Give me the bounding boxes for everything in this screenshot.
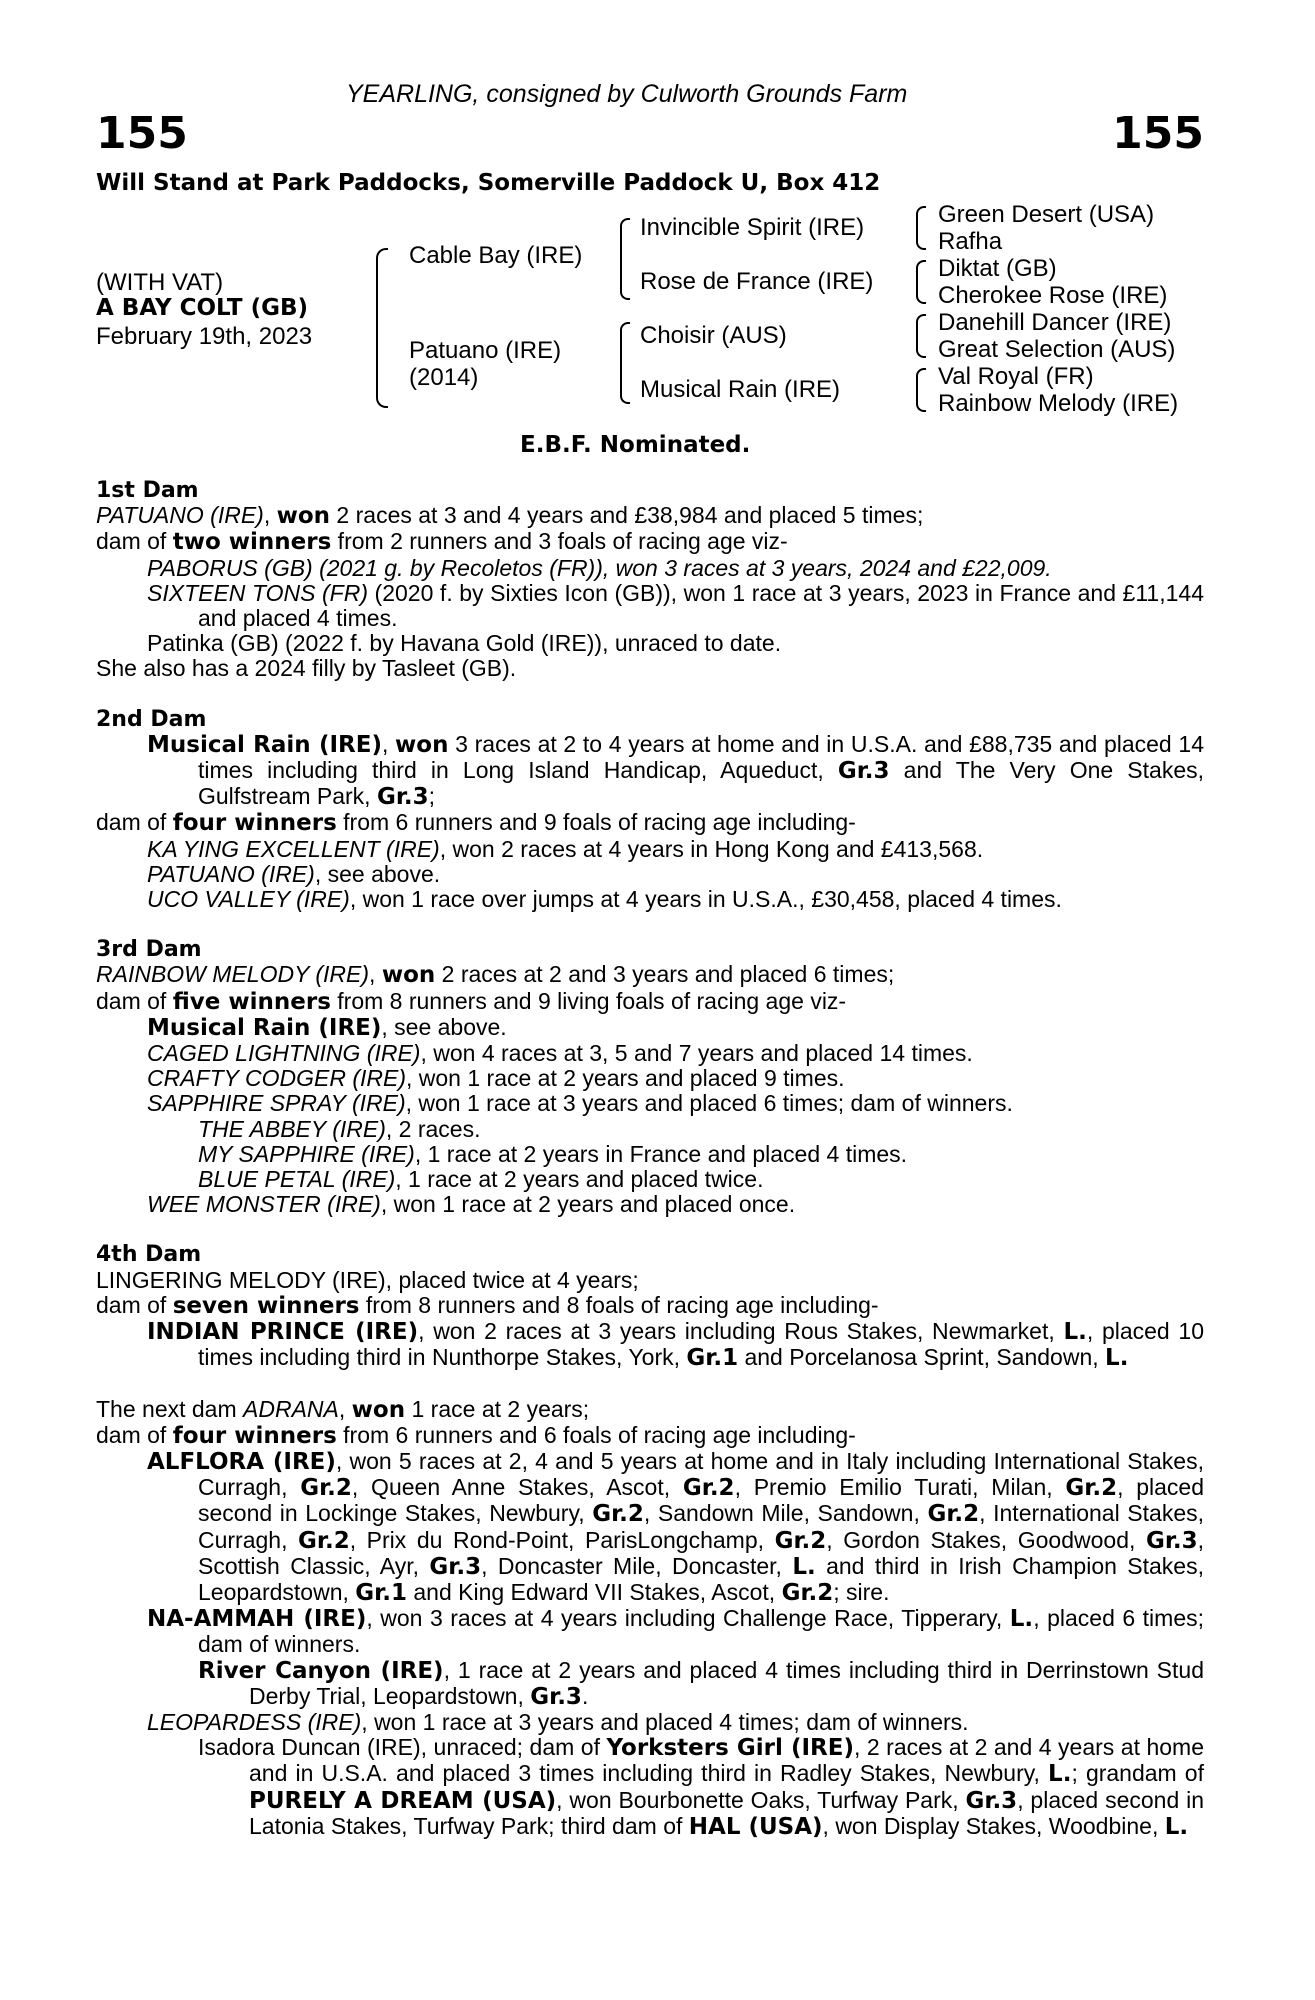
produce-entry-river-canyon: River Canyon (IRE), 1 race at 2 years and placed 4 times including third in Derrinstown Stud Derby Trial, Leopardstown, Gr.3. bbox=[198, 1656, 1204, 1710]
produce-entry: BLUE PETAL (IRE), 1 race at 2 years and placed twice. bbox=[198, 1166, 764, 1193]
pedigree-brace-sd bbox=[916, 260, 926, 304]
dam-produce-summary: dam of four winners from 6 runners and 6 foals of racing age including- bbox=[96, 1421, 856, 1449]
produce-entry-na-ammah: NA-AMMAH (IRE), won 3 races at 4 years including Challenge Race, Tipperary, L., placed 6 times; dam of winners. bbox=[147, 1605, 1205, 1658]
third-dam-section bbox=[96, 937, 1204, 1217]
produce-record bbox=[96, 478, 1204, 1840]
section-heading: 1st Dam bbox=[96, 478, 199, 503]
pedigree-brace-ds bbox=[916, 314, 926, 358]
pedigree-ds-dam: Great Selection (AUS) bbox=[938, 336, 1176, 363]
foaling-date: February 19th, 2023 bbox=[96, 323, 313, 350]
produce-entry: INDIAN PRINCE (IRE), won 2 races at 3 years including Rous Stakes, Newmarket, L., placed 10 times including third in Nunthorpe Stakes, York, Gr.1 and Porcelanosa Sprint, Sandown, L. bbox=[147, 1318, 1204, 1372]
dam-produce-summary: dam of two winners from 2 runners and 3 foals of racing age viz- bbox=[96, 528, 788, 556]
produce-entry: KA YING EXCELLENT (IRE), won 2 races at 4 years in Hong Kong and £413,568. bbox=[147, 835, 984, 862]
dam-produce-summary: dam of five winners from 8 runners and 9 living foals of racing age viz- bbox=[96, 987, 847, 1015]
pedigree-brace-dam bbox=[620, 322, 630, 404]
pedigree-brace-dd bbox=[916, 368, 926, 412]
pedigree-dd-sire: Val Royal (FR) bbox=[938, 363, 1094, 390]
pedigree-ss-dam: Rafha bbox=[938, 228, 1003, 255]
second-dam-section bbox=[96, 707, 1204, 913]
produce-entry: Patinka (GB) (2022 f. by Havana Gold (IRE)), unraced to date. bbox=[147, 630, 782, 657]
pedigree-dam-sire: Choisir (AUS) bbox=[640, 322, 787, 349]
produce-entry: SIXTEEN TONS (FR) (2020 f. by Sixties Icon (GB)), won 1 race at 3 years, 2023 in France and £11,144 and placed 4 times. bbox=[147, 579, 1204, 632]
section-heading: 2nd Dam bbox=[96, 706, 207, 732]
catalogue-page bbox=[96, 0, 1204, 2000]
dam-record: PATUANO (IRE), won 2 races at 3 and 4 years and £38,984 and placed 5 times; bbox=[96, 502, 924, 530]
produce-entry: MY SAPPHIRE (IRE), 1 race at 2 years in France and placed 4 times. bbox=[198, 1140, 908, 1167]
produce-entry: WEE MONSTER (IRE), won 1 race at 2 years and placed once. bbox=[147, 1191, 796, 1218]
fourth-dam-section bbox=[96, 1242, 1204, 1371]
produce-entry-isadora-duncan: Isadora Duncan (IRE), unraced; dam of Yorksters Girl (IRE), 2 races at 2 and 4 years at home and in U.S.A. and placed 3 times including third in Radley Stakes, Newbury, L.; grandam of PURELY A DREAM (USA), won Bourbonette Oaks, Turfway Park, Gr.3, placed second in Latonia Stakes, Turfway Park; third dam of HAL (USA), won Display Stakes, Woodbine, L. bbox=[198, 1734, 1204, 1840]
dam-record: The next dam ADRANA, won 1 race at 2 years; bbox=[96, 1395, 590, 1423]
pedigree-ds-sire: Danehill Dancer (IRE) bbox=[938, 309, 1172, 336]
dam-record: Musical Rain (IRE), won 3 races at 2 to 4 years at home and in U.S.A. and £88,735 and placed 14 times including third in Long Island Handicap, Aqueduct, Gr.3 and The Very One Stakes, Gulfstream Park, Gr.3; bbox=[147, 730, 1204, 811]
pedigree-ss-sire: Green Desert (USA) bbox=[938, 201, 1155, 228]
lot-number-left: 155 bbox=[96, 108, 188, 159]
pedigree-sire-dam: Rose de France (IRE) bbox=[640, 268, 874, 295]
produce-note: She also has a 2024 filly by Tasleet (GB). bbox=[96, 655, 517, 682]
section-heading: 3rd Dam bbox=[96, 937, 202, 963]
pedigree-dam: Patuano (IRE) bbox=[409, 337, 562, 364]
produce-entry: THE ABBEY (IRE), 2 races. bbox=[198, 1115, 481, 1142]
dam-record: RAINBOW MELODY (IRE), won 2 races at 2 and 3 years and placed 6 times; bbox=[96, 961, 895, 989]
pedigree-sd-dam: Cherokee Rose (IRE) bbox=[938, 282, 1168, 309]
consignor-line: YEARLING, consigned by Culworth Grounds Farm bbox=[346, 80, 908, 108]
next-dam-section bbox=[96, 1397, 1204, 1840]
produce-entry: UCO VALLEY (IRE), won 1 race over jumps at 4 years in U.S.A., £30,458, placed 4 times. bbox=[147, 886, 1062, 913]
stand-location: Will Stand at Park Paddocks, Somerville Paddock U, Box 412 bbox=[96, 170, 881, 196]
pedigree-sire-sire: Invincible Spirit (IRE) bbox=[640, 214, 865, 241]
produce-entry: SAPPHIRE SPRAY (IRE), won 1 race at 3 years and placed 6 times; dam of winners. bbox=[147, 1090, 1013, 1117]
ebf-nominated: E.B.F. Nominated. bbox=[520, 432, 751, 458]
section-heading: 4th Dam bbox=[96, 1242, 202, 1268]
pedigree-dam-year: (2014) bbox=[409, 364, 479, 391]
pedigree-sire: Cable Bay (IRE) bbox=[409, 242, 583, 269]
vat-note: (WITH VAT) bbox=[96, 269, 224, 296]
pedigree-brace-sire bbox=[620, 218, 630, 300]
produce-entry: PATUANO (IRE), see above. bbox=[147, 860, 441, 887]
dam-record: LINGERING MELODY (IRE), placed twice at 4 years; bbox=[96, 1266, 639, 1293]
produce-entry-alflora: ALFLORA (IRE), won 5 races at 2, 4 and 5 years at home and in Italy including International Stakes, Curragh, Gr.2, Queen Anne Stakes, Ascot, Gr.2, Premio Emilio Turati, Milan, Gr.2, placed second in Lockinge Stakes, Newbury, Gr.2, Sandown Mile, Sandown, Gr.2, International Stakes, Curragh, Gr.2, Prix du Rond-Point, ParisLongchamp, Gr.2, Gordon Stakes, Goodwood, Gr.3, Scottish Classic, Ayr, Gr.3, Doncaster Mile, Doncaster, L. and third in Irish Champion Stakes, Leopardstown, Gr.1 and King Edward VII Stakes, Ascot, Gr.2; sire. bbox=[147, 1447, 1205, 1606]
pedigree-brace-main bbox=[376, 248, 388, 408]
produce-entry: CAGED LIGHTNING (IRE), won 4 races at 3, 5 and 7 years and placed 14 times. bbox=[147, 1040, 973, 1067]
produce-entry: PABORUS (GB) (2021 g. by Recoletos (FR)), won 3 races at 3 years, 2024 and £22,009. bbox=[147, 554, 1052, 581]
pedigree-sd-sire: Diktat (GB) bbox=[938, 255, 1057, 282]
produce-entry-leopardess: LEOPARDESS (IRE), won 1 race at 3 years and placed 4 times; dam of winners. bbox=[147, 1708, 969, 1735]
horse-name: A BAY COLT (GB) bbox=[96, 295, 309, 321]
pedigree-dam-dam: Musical Rain (IRE) bbox=[640, 376, 841, 403]
dam-produce-summary: dam of four winners from 6 runners and 9 foals of racing age including- bbox=[96, 809, 856, 837]
first-dam-section bbox=[96, 478, 1204, 682]
produce-entry: CRAFTY CODGER (IRE), won 1 race at 2 years and placed 9 times. bbox=[147, 1065, 845, 1092]
pedigree-brace-ss bbox=[916, 206, 926, 250]
lot-number-right: 155 bbox=[1112, 108, 1204, 159]
produce-entry: Musical Rain (IRE), see above. bbox=[147, 1013, 507, 1041]
dam-produce-summary: dam of seven winners from 8 runners and 8 foals of racing age including- bbox=[96, 1291, 879, 1319]
pedigree-dd-dam: Rainbow Melody (IRE) bbox=[938, 390, 1179, 417]
